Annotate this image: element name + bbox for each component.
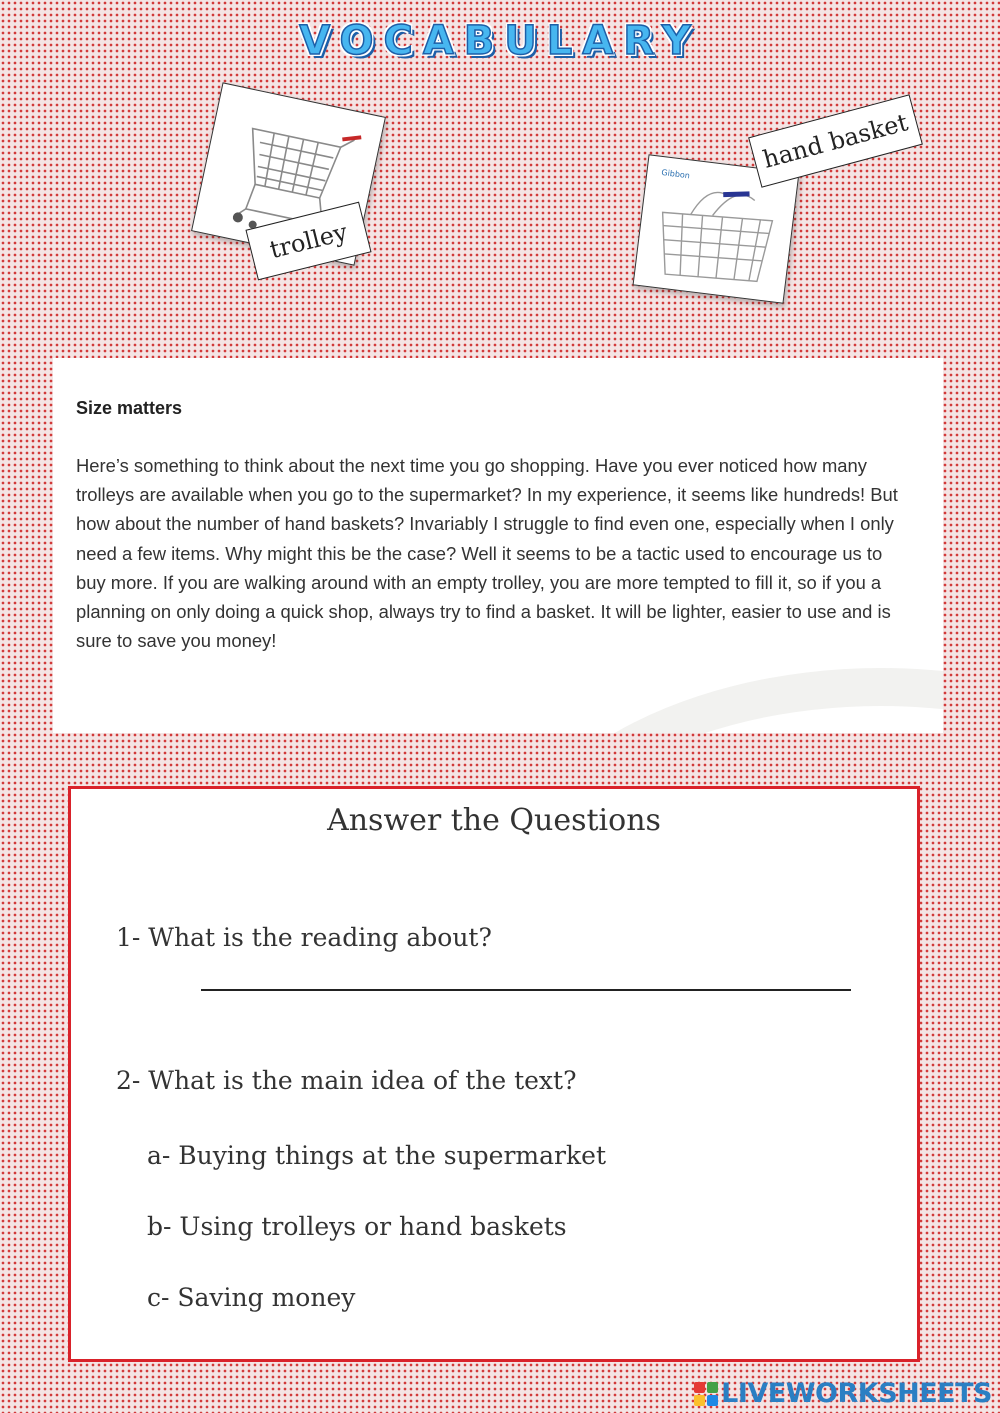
title-banner [0, 18, 1000, 64]
trolley-word-card: trolley [245, 202, 371, 281]
option-a[interactable]: a- Buying things at the supermarket [147, 1141, 606, 1170]
questions-heading: Answer the Questions [327, 803, 661, 838]
option-c[interactable]: c- Saving money [147, 1283, 356, 1312]
question-2: 2- What is the main idea of the text? [116, 1066, 577, 1095]
question-1-answer-line[interactable] [201, 989, 851, 991]
reading-body: Here’s something to think about the next time you go shopping. Have you ever noticed how many trolleys are available when you go to the supermarket? In my experience, it seems like hundreds! But how about the number of hand baskets? Invariably I struggle to find even one, especially when I only need a few items. Why might this be the case? Well it seems to be a tactic used to encourage us to buy more. If you are walking around with an empty trolley, you are more tempted to fill it, so if you a planning on only doing a quick shop, always try to find a basket. It will be lighter, easier to use and is sure to save you money! [76, 455, 898, 652]
decorative-swoosh [493, 668, 943, 733]
footer-brand-text: LIVEWORKSHEETS [721, 1378, 992, 1409]
page-title: VOCABULARY [299, 18, 701, 64]
hand-basket-word-card: hand basket [748, 94, 923, 187]
liveworksheets-logo-icon [694, 1382, 718, 1406]
basket-brand-text: Gibbon [660, 167, 691, 181]
questions-box [68, 786, 920, 1362]
question-1: 1- What is the reading about? [116, 923, 492, 952]
footer-logo[interactable] [694, 1378, 992, 1409]
reading-title: Size matters [76, 398, 183, 418]
reading-passage [53, 358, 943, 733]
option-b[interactable]: b- Using trolleys or hand baskets [147, 1212, 567, 1241]
